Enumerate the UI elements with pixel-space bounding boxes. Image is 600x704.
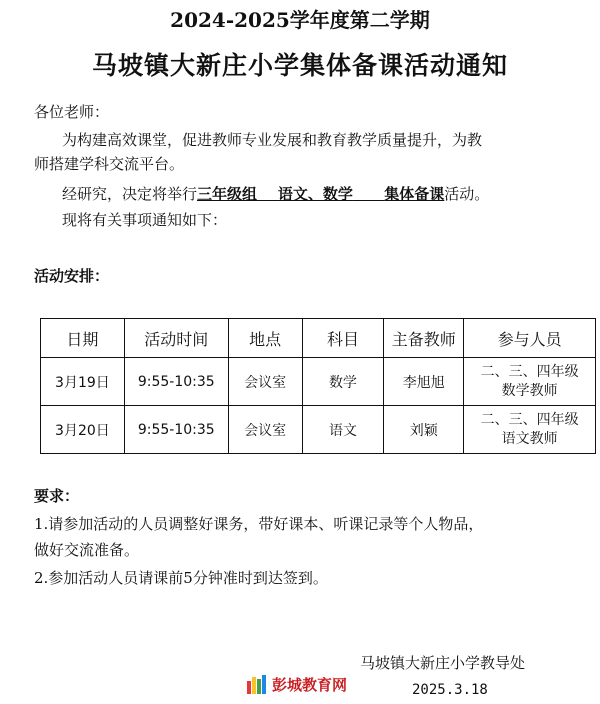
- term-title: 2024-2025学年度第二学期: [170, 8, 430, 32]
- schedule-heading: 活动安排：: [34, 267, 110, 285]
- requirements-heading: 要求：: [34, 487, 80, 505]
- column-header: 日期: [41, 319, 125, 358]
- column-header: 地点: [228, 319, 302, 358]
- table-header-row: [41, 319, 596, 358]
- greeting: 各位老师：: [34, 103, 110, 121]
- cell-place: 会议室: [228, 358, 302, 406]
- watermark-text: 彭城教育网: [272, 675, 348, 694]
- participants-role: 语文教师: [501, 430, 558, 447]
- schedule-table: [40, 318, 596, 454]
- requirement-1-line-1: 1.请参加活动的人员调整好课务，带好课本、听课记录等个人物品，: [34, 515, 484, 533]
- cell-date: 3月19日: [41, 358, 125, 406]
- cell-participants: [464, 406, 596, 454]
- column-header: 参与人员: [464, 319, 596, 358]
- column-header: 主备教师: [384, 319, 464, 358]
- requirement-2: 2.参加活动人员请课前5分钟准时到达签到。: [34, 569, 328, 587]
- decision-line: [62, 182, 489, 206]
- decision-type: 集体备课: [384, 185, 445, 203]
- participants-role: 数学教师: [501, 382, 558, 399]
- intro-line-1: 为构建高效课堂，促进教师专业发展和教育教学质量提升，为教: [62, 131, 483, 149]
- cell-subject: 数学: [302, 358, 384, 406]
- cell-subject: 语文: [302, 406, 384, 454]
- cell-participants: [464, 358, 596, 406]
- cell-date: 3月20日: [41, 406, 125, 454]
- watermark-logo: [246, 672, 347, 696]
- cell-teacher: 刘颖: [384, 406, 464, 454]
- notice-line: 现将有关事项通知如下：: [62, 211, 228, 229]
- decision-suffix: 活动。: [444, 185, 490, 203]
- decision-grade: 三年级组: [197, 185, 258, 203]
- column-header: 科目: [302, 319, 384, 358]
- table-row: [41, 406, 596, 454]
- decision-subjects: 语文、数学: [277, 185, 353, 203]
- participants-grades: 二、三、四年级: [480, 411, 579, 428]
- requirement-1-line-2: 做好交流准备。: [34, 541, 140, 559]
- intro-line-2: 师搭建学科交流平台。: [34, 155, 185, 173]
- decision-prefix: 经研究，决定将举行: [62, 185, 198, 203]
- cell-teacher: 李旭旭: [384, 358, 464, 406]
- signature-org: 马坡镇大新庄小学教导处: [360, 654, 526, 672]
- cell-place: 会议室: [228, 406, 302, 454]
- signature-date: 2025.3.18: [412, 682, 488, 698]
- book-icon: [246, 672, 268, 696]
- table-row: [41, 358, 596, 406]
- column-header: 活动时间: [124, 319, 228, 358]
- cell-time: 9:55-10:35: [124, 358, 228, 406]
- participants-grades: 二、三、四年级: [480, 363, 579, 380]
- page-title: 马坡镇大新庄小学集体备课活动通知: [91, 51, 508, 80]
- cell-time: 9:55-10:35: [124, 406, 228, 454]
